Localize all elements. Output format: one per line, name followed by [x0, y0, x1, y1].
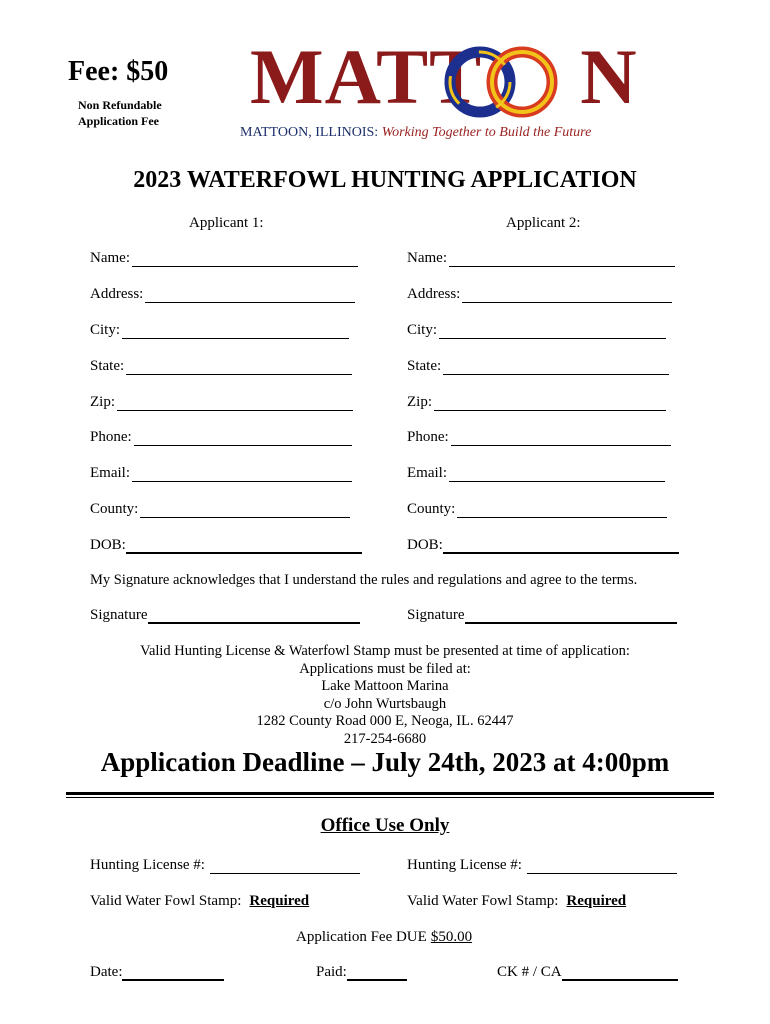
- applicant-2-phone-row: [407, 429, 671, 446]
- office-ck-label: CK # / CA: [497, 964, 562, 980]
- applicant-1-phone-field[interactable]: [134, 431, 352, 446]
- applicant-2-dob-field[interactable]: [443, 538, 679, 554]
- applicant-1-signature-row: [90, 607, 360, 624]
- office-fee-amount: $50.00: [430, 929, 473, 945]
- fee-amount: Fee: $50: [68, 56, 169, 87]
- office-ck-row: [497, 964, 678, 981]
- applicant-1-state-field[interactable]: [126, 360, 352, 375]
- applicant-2-city-field[interactable]: [439, 324, 666, 339]
- applicant-1-city-row: [90, 322, 349, 339]
- applicant-1-name-field[interactable]: [132, 252, 358, 267]
- applicant-2-address-row: [407, 286, 672, 303]
- office-date-label: Date:: [90, 964, 123, 980]
- applicant-1-address-row: [90, 286, 355, 303]
- applicant-1-zip-field[interactable]: [117, 396, 353, 411]
- applicant-1-county-field[interactable]: [140, 503, 350, 518]
- applicant-1-state-label: State:: [90, 358, 125, 374]
- applicant-1-city-field[interactable]: [122, 324, 349, 339]
- office-license-label-2: Hunting License #:: [407, 857, 522, 873]
- applicant-2-zip-field[interactable]: [434, 396, 666, 411]
- applicant-2-zip-row: [407, 394, 666, 411]
- applicant-2-email-row: [407, 465, 665, 482]
- applicant-2-name-field[interactable]: [449, 252, 675, 267]
- applicant-1-phone-label: Phone:: [90, 429, 132, 445]
- office-license-field-2[interactable]: [527, 859, 677, 874]
- applicant-1-address-label: Address:: [90, 286, 144, 302]
- instructions-phone: 217-254-6680: [343, 730, 427, 747]
- applicant-2-state-label: State:: [407, 358, 442, 374]
- applicant-2-county-field[interactable]: [457, 503, 667, 518]
- office-date-row: [90, 964, 224, 981]
- office-license-row-1: [90, 857, 360, 874]
- application-deadline: Application Deadline – July 24th, 2023 at 4:00pm: [100, 747, 670, 777]
- instructions-address: 1282 County Road 000 E, Neoga, IL. 62447: [256, 713, 514, 730]
- applicant-1-dob-label: DOB:: [90, 537, 126, 553]
- logo-rings-icon: [442, 36, 562, 124]
- office-stamp-required-1: Required: [249, 893, 310, 909]
- office-ck-field[interactable]: [562, 965, 678, 981]
- office-stamp-row-1: [90, 893, 309, 910]
- applicant-1-signature-label: Signature: [90, 607, 148, 623]
- applicant-2-address-field[interactable]: [462, 288, 672, 303]
- office-paid-label: Paid:: [316, 964, 347, 980]
- office-stamp-label-1: Valid Water Fowl Stamp:: [90, 893, 242, 909]
- applicant-1-phone-row: [90, 429, 352, 446]
- fee-note: [78, 97, 162, 129]
- applicant-1-dob-field[interactable]: [126, 538, 362, 554]
- office-paid-row: [316, 964, 407, 981]
- applicant-1-zip-row: [90, 394, 353, 411]
- applicant-2-email-label: Email:: [407, 465, 447, 481]
- office-stamp-row-2: [407, 893, 626, 910]
- applicant-1-dob-row: [90, 537, 362, 554]
- applicant-1-city-label: City:: [90, 322, 121, 338]
- office-fee-label: Application Fee DUE: [296, 929, 427, 945]
- office-paid-field[interactable]: [347, 965, 407, 981]
- fee-note-line-1: Non Refundable: [78, 98, 162, 112]
- applicant-2-county-row: [407, 501, 667, 518]
- applicant-1-address-field[interactable]: [145, 288, 355, 303]
- office-license-field-1[interactable]: [210, 859, 360, 874]
- office-license-label-1: Hunting License #:: [90, 857, 205, 873]
- instructions-filed-at: Applications must be filed at:: [299, 660, 471, 677]
- applicant-2-heading: Applicant 2:: [506, 215, 581, 231]
- applicant-1-email-field[interactable]: [132, 467, 352, 482]
- applicant-1-county-row: [90, 501, 350, 518]
- logo-tagline-city: MATTOON, ILLINOIS:: [240, 125, 379, 140]
- logo-tagline-motto: Working Together to Build the Future: [381, 125, 592, 140]
- applicant-2-email-field[interactable]: [449, 467, 665, 482]
- office-stamp-label-2: Valid Water Fowl Stamp:: [407, 893, 559, 909]
- applicant-2-signature-row: [407, 607, 677, 624]
- divider-thick: [66, 792, 714, 795]
- applicant-2-address-label: Address:: [407, 286, 461, 302]
- logo-tagline: [240, 125, 591, 141]
- applicant-2-dob-label: DOB:: [407, 537, 443, 553]
- instructions-license-note: Valid Hunting License & Waterfowl Stamp must be presented at time of application:: [140, 643, 630, 659]
- applicant-2-name-row: [407, 250, 675, 267]
- applicant-2-dob-row: [407, 537, 679, 554]
- applicant-2-state-field[interactable]: [443, 360, 669, 375]
- applicant-2-signature-label: Signature: [407, 607, 465, 623]
- applicant-1-heading: Applicant 1:: [189, 215, 264, 231]
- office-stamp-required-2: Required: [566, 893, 627, 909]
- applicant-1-name-label: Name:: [90, 250, 130, 266]
- signature-acknowledgement: My Signature acknowledges that I understand the rules and regulations and agree to the terms.: [90, 572, 638, 588]
- instructions-location: Lake Mattoon Marina: [321, 678, 449, 695]
- applicant-2-phone-label: Phone:: [407, 429, 449, 445]
- applicant-1-zip-label: Zip:: [90, 394, 115, 410]
- applicant-1-state-row: [90, 358, 352, 375]
- applicant-1-name-row: [90, 250, 358, 267]
- logo-wordmark: MATT N: [250, 33, 638, 120]
- instructions-contact: c/o John Wurtsbaugh: [323, 695, 447, 712]
- applicant-2-phone-field[interactable]: [451, 431, 671, 446]
- applicant-2-county-label: County:: [407, 501, 456, 517]
- applicant-2-city-label: City:: [407, 322, 438, 338]
- divider-thin: [66, 797, 714, 798]
- office-license-row-2: [407, 857, 677, 874]
- office-fee-row: [296, 929, 472, 946]
- applicant-1-county-label: County:: [90, 501, 139, 517]
- applicant-2-state-row: [407, 358, 669, 375]
- filing-instructions: [0, 643, 770, 749]
- office-date-field[interactable]: [122, 965, 224, 981]
- office-use-heading: Office Use Only: [320, 815, 450, 836]
- fee-note-line-2: Application Fee: [78, 114, 159, 128]
- applicant-2-zip-label: Zip:: [407, 394, 432, 410]
- applicant-1-email-label: Email:: [90, 465, 130, 481]
- page-title: 2023 WATERFOWL HUNTING APPLICATION: [133, 167, 637, 193]
- applicant-1-email-row: [90, 465, 352, 482]
- applicant-2-name-label: Name:: [407, 250, 447, 266]
- applicant-2-signature-field[interactable]: [465, 608, 677, 624]
- applicant-1-signature-field[interactable]: [148, 608, 360, 624]
- applicant-2-city-row: [407, 322, 666, 339]
